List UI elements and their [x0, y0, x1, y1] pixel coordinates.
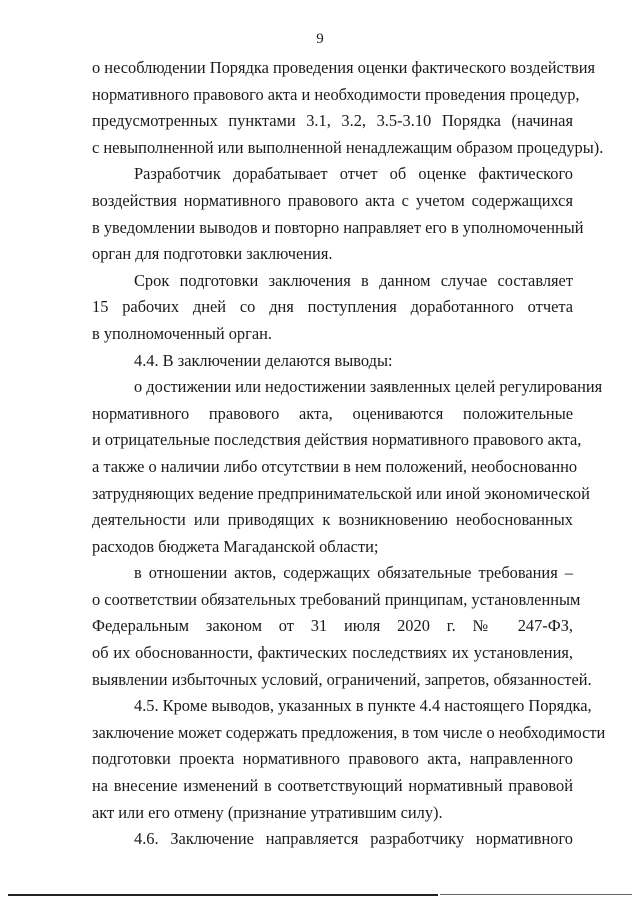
text-line: воздействия нормативного правового акта с учетом содержащихся: [92, 190, 573, 210]
text-line: подготовки проекта нормативного правового акта, направленного: [92, 749, 573, 769]
text-line: расходов бюджета Магаданской области;: [92, 536, 379, 556]
document-body: [92, 55, 606, 853]
text-line: в уведомлении выводов и повторно направляет его в уполномоченный: [92, 217, 584, 237]
text-line: 4.6. Заключение направляется разработчику нормативного: [134, 829, 573, 849]
text-line: об их обоснованности, фактических последствиях их установления,: [92, 643, 573, 663]
text-line: нормативного правового акта, оцениваются положительные: [92, 403, 573, 423]
text-line: 4.4. В заключении делаются выводы:: [134, 350, 393, 370]
bottom-scan-edge-faint: [440, 894, 632, 895]
text-line: о соответствии обязательных требований принципам, установленным: [92, 589, 581, 609]
text-line: с невыполненной или выполненной ненадлежащим образом процедуры).: [92, 137, 604, 157]
text-line: Срок подготовки заключения в данном случае составляет: [134, 270, 573, 290]
text-line: Разработчик дорабатывает отчет об оценке фактического: [134, 164, 573, 184]
text-line: Федеральным законом от 31 июля 2020 г. № 247-ФЗ,: [92, 616, 573, 636]
text-line: а также о наличии либо отсутствии в нем положений, необоснованно: [92, 456, 578, 476]
text-line: заключение может содержать предложения, в том числе о необходимости: [92, 722, 606, 742]
text-line: 15 рабочих дней со дня поступления доработанного отчета: [92, 297, 573, 317]
text-line: предусмотренных пунктами 3.1, 3.2, 3.5-3.10 Порядка (начиная: [92, 111, 573, 131]
text-line: 4.5. Кроме выводов, указанных в пункте 4.4 настоящего Порядка,: [134, 696, 592, 716]
text-line: деятельности или приводящих к возникновению необоснованных: [92, 510, 573, 530]
page-number: 9: [316, 31, 324, 47]
text-line: в уполномоченный орган.: [92, 323, 272, 343]
text-line: в отношении актов, содержащих обязательные требования –: [134, 563, 573, 583]
text-line: затрудняющих ведение предпринимательской или иной экономической: [92, 483, 590, 503]
text-line: акт или его отмену (признание утратившим силу).: [92, 802, 443, 822]
text-line: на внесение изменений в соответствующий нормативный правовой: [92, 776, 573, 796]
text-line: орган для подготовки заключения.: [92, 244, 333, 264]
text-line: нормативного правового акта и необходимости проведения процедур,: [92, 84, 580, 104]
text-line: о достижении или недостижении заявленных целей регулирования: [134, 377, 603, 397]
text-line: выявлении избыточных условий, ограничений, запретов, обязанностей.: [92, 669, 592, 689]
text-line: о несоблюдении Порядка проведения оценки фактического воздействия: [92, 58, 596, 77]
text-line: и отрицательные последствия действия нормативного правового акта,: [92, 430, 582, 450]
bottom-scan-edge: [8, 894, 438, 896]
